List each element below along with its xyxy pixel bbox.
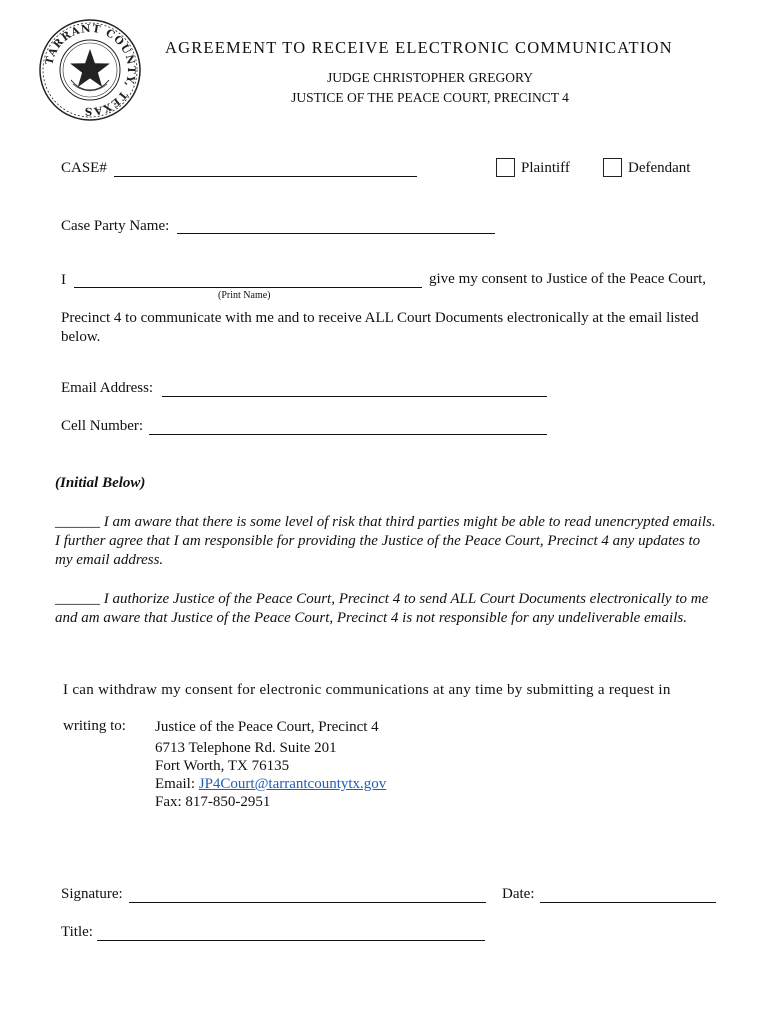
consent-continued: Precinct 4 to communicate with me and to receive ALL Court Documents electronically at the email listed below. xyxy=(61,310,699,345)
court-email-link[interactable]: JP4Court@tarrantcountytx.gov xyxy=(198,776,387,792)
plaintiff-label: Plaintiff xyxy=(521,160,570,176)
withdraw-text: I can withdraw my consent for electronic communications at any time by submitting a request in xyxy=(63,682,671,698)
judge-name: JUDGE CHRISTOPHER GREGORY xyxy=(326,70,534,85)
i-label: I xyxy=(61,272,66,288)
case-label: CASE# xyxy=(61,160,107,176)
initial-blank-1[interactable]: ______ xyxy=(55,514,100,530)
email-field[interactable] xyxy=(162,396,547,397)
print-name-field[interactable] xyxy=(74,287,422,288)
title-label: Title: xyxy=(61,924,93,940)
plaintiff-checkbox[interactable] xyxy=(496,158,515,177)
writing-to-label: writing to: xyxy=(63,718,126,734)
cell-label: Cell Number: xyxy=(61,418,144,434)
defendant-checkbox[interactable] xyxy=(603,158,622,177)
address-fax: Fax: 817-850-2951 xyxy=(155,794,271,810)
signature-label: Signature: xyxy=(61,886,123,902)
initial-heading: (Initial Below) xyxy=(55,475,146,491)
print-name-hint: (Print Name) xyxy=(218,290,271,301)
email-prefix: Email: xyxy=(155,776,195,792)
initial-blank-2[interactable]: ______ xyxy=(55,591,100,607)
initial-item-2-text: I authorize Justice of the Peace Court, Precinct 4 to send ALL Court Documents electronically to me and am aware that Justice of the Peace Court, Precinct 4 is not responsible for any undeliverable emails. xyxy=(55,591,709,626)
defendant-label: Defendant xyxy=(628,160,691,176)
signature-field[interactable] xyxy=(129,902,486,903)
address-street: 6713 Telephone Rd. Suite 201 xyxy=(155,740,337,756)
address-name: Justice of the Peace Court, Precinct 4 xyxy=(155,719,379,735)
consent-text: give my consent to Justice of the Peace Court, xyxy=(429,271,707,287)
address-email-line xyxy=(155,775,386,793)
initial-item-1-text: I am aware that there is some level of risk that third parties might be able to read unencrypted emails. I further agree that I am responsible for providing the Justice of the Peace Court, Precinct 4 any updates to my email address. xyxy=(55,514,716,568)
initial-item-2 xyxy=(55,590,720,628)
date-label: Date: xyxy=(502,886,535,902)
title-field[interactable] xyxy=(97,940,485,941)
seal-text: TARRANT COUNTY, TEXAS xyxy=(43,22,138,118)
mailing-address xyxy=(155,718,386,811)
party-name-field[interactable] xyxy=(177,233,495,234)
initial-item-1 xyxy=(55,513,720,570)
page-title: AGREEMENT TO RECEIVE ELECTRONIC COMMUNICATION xyxy=(165,38,673,57)
cell-number-field[interactable] xyxy=(149,434,547,435)
date-field[interactable] xyxy=(540,902,716,903)
address-city: Fort Worth, TX 76135 xyxy=(155,758,290,774)
email-label: Email Address: xyxy=(61,380,154,396)
party-name-label: Case Party Name: xyxy=(61,218,170,234)
court-name: JUSTICE OF THE PEACE COURT, PRECINCT 4 xyxy=(291,90,569,105)
case-number-field[interactable] xyxy=(114,176,417,177)
